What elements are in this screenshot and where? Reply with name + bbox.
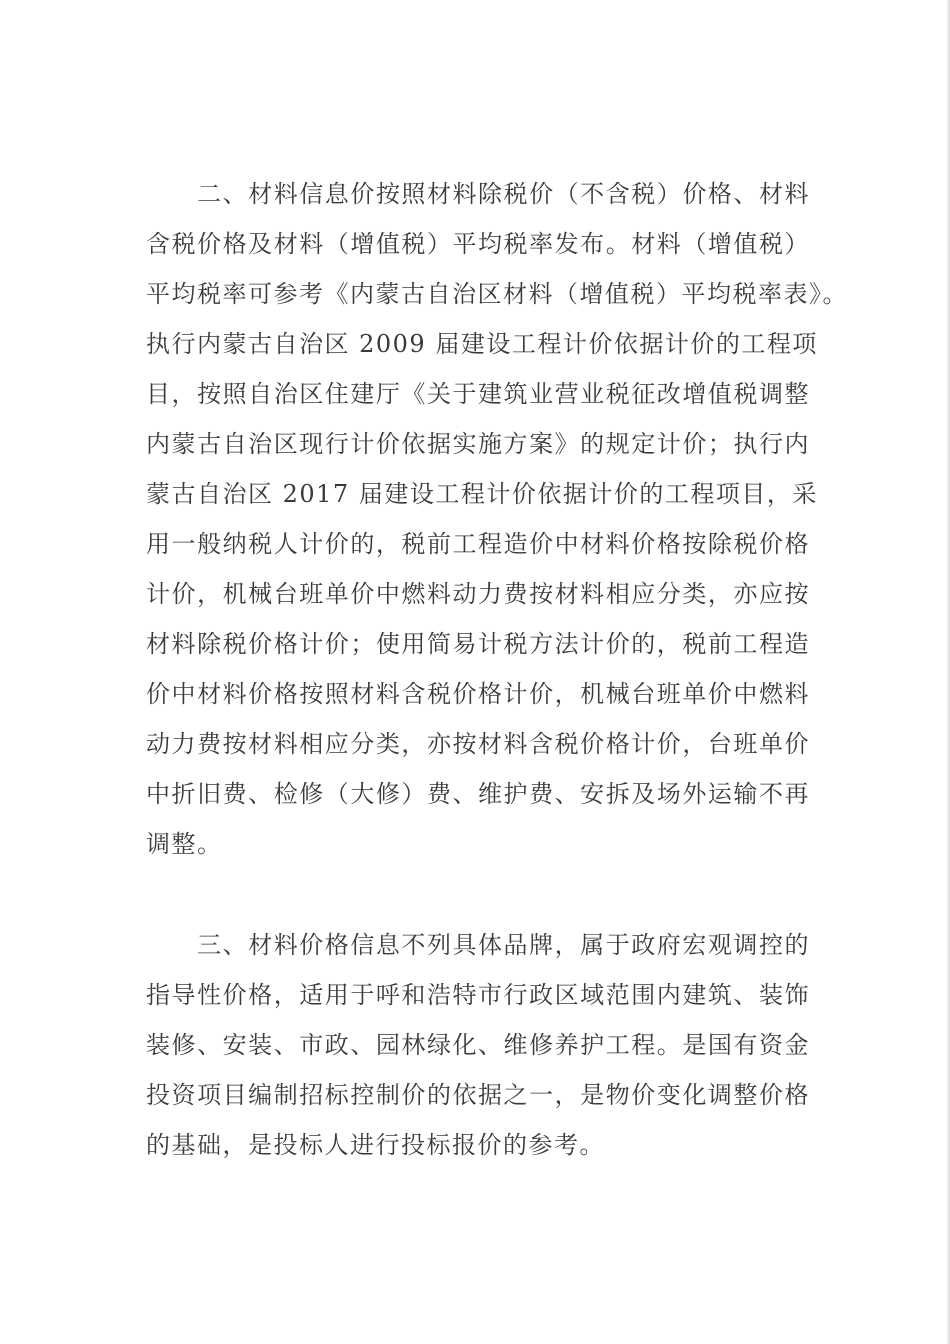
text-line: 价中材料价格按照材料含税价格计价，机械台班单价中燃料: [146, 680, 810, 708]
text-line: 平均税率可参考《内蒙古自治区材料（增值税）平均税率表》。: [146, 280, 848, 308]
paragraph-section-3: [146, 920, 810, 1170]
text-line: 计价，机械台班单价中燃料动力费按材料相应分类，亦应按: [146, 580, 810, 608]
text-line: 蒙古自治区 2017 届建设工程计价依据计价的工程项目，采: [146, 480, 818, 508]
text-line: 指导性价格，适用于呼和浩特市行政区域范围内建筑、装饰: [146, 981, 810, 1009]
text-line: 的基础，是投标人进行投标报价的参考。: [146, 1131, 605, 1159]
paragraph-section-2: [146, 169, 848, 869]
text-line: 投资项目编制招标控制价的依据之一，是物价变化调整价格: [146, 1081, 810, 1109]
text-line: 内蒙古自治区现行计价依据实施方案》的规定计价；执行内: [146, 430, 810, 458]
text-line: 含税价格及材料（增值税）平均税率发布。材料（增值税）: [146, 230, 810, 258]
text-line: 装修、安装、市政、园林绿化、维修养护工程。是国有资金: [146, 1031, 810, 1059]
text-line: 动力费按材料相应分类，亦按材料含税价格计价，台班单价: [146, 730, 810, 758]
text-line: 目，按照自治区住建厅《关于建筑业营业税征改增值税调整: [146, 380, 810, 408]
text-line: 材料除税价格计价；使用简易计税方法计价的，税前工程造: [146, 630, 810, 658]
text-line: 调整。: [146, 830, 223, 858]
text-line: 中折旧费、检修（大修）费、维护费、安拆及场外运输不再: [146, 780, 810, 808]
text-line: 用一般纳税人计价的，税前工程造价中材料价格按除税价格: [146, 530, 810, 558]
text-line: 二、材料信息价按照材料除税价（不含税）价格、材料: [146, 180, 810, 208]
text-line: 执行内蒙古自治区 2009 届建设工程计价依据计价的工程项: [146, 330, 818, 358]
text-line: 三、材料价格信息不列具体品牌，属于政府宏观调控的: [146, 931, 810, 959]
